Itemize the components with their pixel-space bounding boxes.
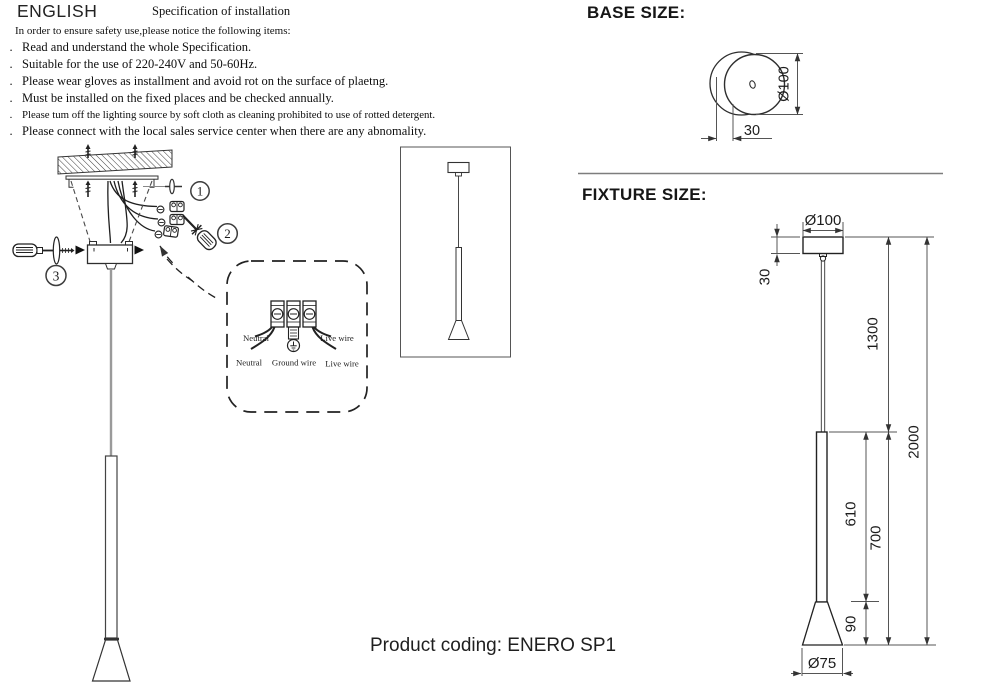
callout-2 (218, 224, 238, 244)
base-size-drawing (701, 52, 803, 141)
safety-item-text: Please tum off the lighting source by soft cloth as cleaning prohibited to use of rotted detergent. (22, 109, 436, 121)
connector-block-icon (170, 215, 184, 225)
total-length-value: 2000 (905, 425, 923, 459)
suspension-length-value: 1300 (864, 317, 882, 351)
base-depth-dimension (701, 123, 772, 139)
connector-block-icon (170, 202, 184, 212)
safety-intro: In order to ensure safety use,please notice the following items: (15, 25, 291, 37)
canopy-height-value: 30 (756, 268, 774, 286)
bullet: . (9, 124, 13, 138)
ground-symbol-icon (290, 342, 296, 351)
step-number: 3 (52, 268, 60, 284)
ground-terminal (288, 327, 300, 352)
ground-wire-label: Ground wire (271, 357, 317, 368)
base-diameter-value: Ø100 (776, 66, 793, 102)
lamp-overview-box (401, 147, 511, 357)
wire-bundle (108, 181, 158, 243)
language-heading: ENGLISH (17, 1, 98, 21)
lamp-body-length-value: 700 (867, 525, 885, 551)
bullet: . (9, 109, 13, 121)
pendant-shade (93, 640, 131, 681)
step-number: 1 (196, 183, 204, 199)
terminal-blocks (271, 301, 316, 352)
fixture-size-drawing (757, 212, 937, 676)
safety-item-text: Please connect with the local sales service center when there are any abnomality. (22, 124, 427, 138)
pendant-lamp (93, 269, 131, 681)
bullet: . (9, 74, 13, 88)
connector-block-icon (163, 226, 178, 238)
step-number: 2 (224, 226, 231, 242)
screwdriver-icon (13, 237, 75, 264)
safety-item-text: Suitable for the use of 220-240V and 50-60Hz. (22, 57, 258, 71)
safety-item-text: Read and understand the whole Specification. (22, 40, 252, 54)
bracket-screws (86, 181, 138, 198)
live-wire-label: Live wire (320, 333, 354, 343)
terminal-block (287, 301, 300, 327)
fixture-dimensions (757, 212, 937, 676)
canopy-diameter-value: Ø100 (804, 212, 842, 229)
screwdriver-icon (178, 211, 218, 252)
terminal-block (271, 301, 284, 327)
exploded-view-guides (71, 181, 152, 243)
safety-item-text: Please wear gloves as installment and avoid rot on the surface of plaetng. (22, 74, 389, 88)
shade-diameter-value: Ø75 (807, 655, 837, 672)
callout-1 (143, 179, 209, 200)
bullet: . (9, 40, 13, 54)
wire-connectors (155, 202, 184, 238)
neutral-label: Neutral (242, 333, 270, 343)
document-title: Specification of installation (152, 4, 291, 18)
fixture-tube (817, 432, 828, 602)
fixture-canopy (803, 237, 843, 254)
terminal-block (303, 301, 316, 327)
detail-leader-curves (160, 246, 218, 299)
live-wire-label: Live wire (325, 358, 359, 369)
ceiling-hatch (58, 150, 172, 174)
base-depth-value: 30 (743, 123, 761, 139)
fixture-size-heading: FIXTURE SIZE: (582, 185, 707, 204)
bullet: . (9, 57, 13, 71)
fixture-outline (803, 237, 844, 645)
wiring-detail-box (227, 261, 367, 412)
base-size-heading: BASE SIZE: (587, 3, 686, 22)
pendant-tube (106, 456, 118, 638)
shade-height-value: 90 (842, 615, 860, 633)
safety-item-text: Must be installed on the fixed places and be checked annually. (22, 91, 334, 105)
junction-box (88, 242, 133, 270)
fixture-shade (803, 602, 843, 645)
tube-length-value: 610 (842, 501, 860, 527)
product-coding: Product coding: ENERO SP1 (370, 635, 617, 656)
callout-3 (46, 266, 66, 286)
screw-icon (165, 179, 182, 193)
bullet: . (9, 91, 13, 105)
installation-diagram (13, 144, 367, 681)
neutral-label: Neutral (235, 357, 263, 368)
